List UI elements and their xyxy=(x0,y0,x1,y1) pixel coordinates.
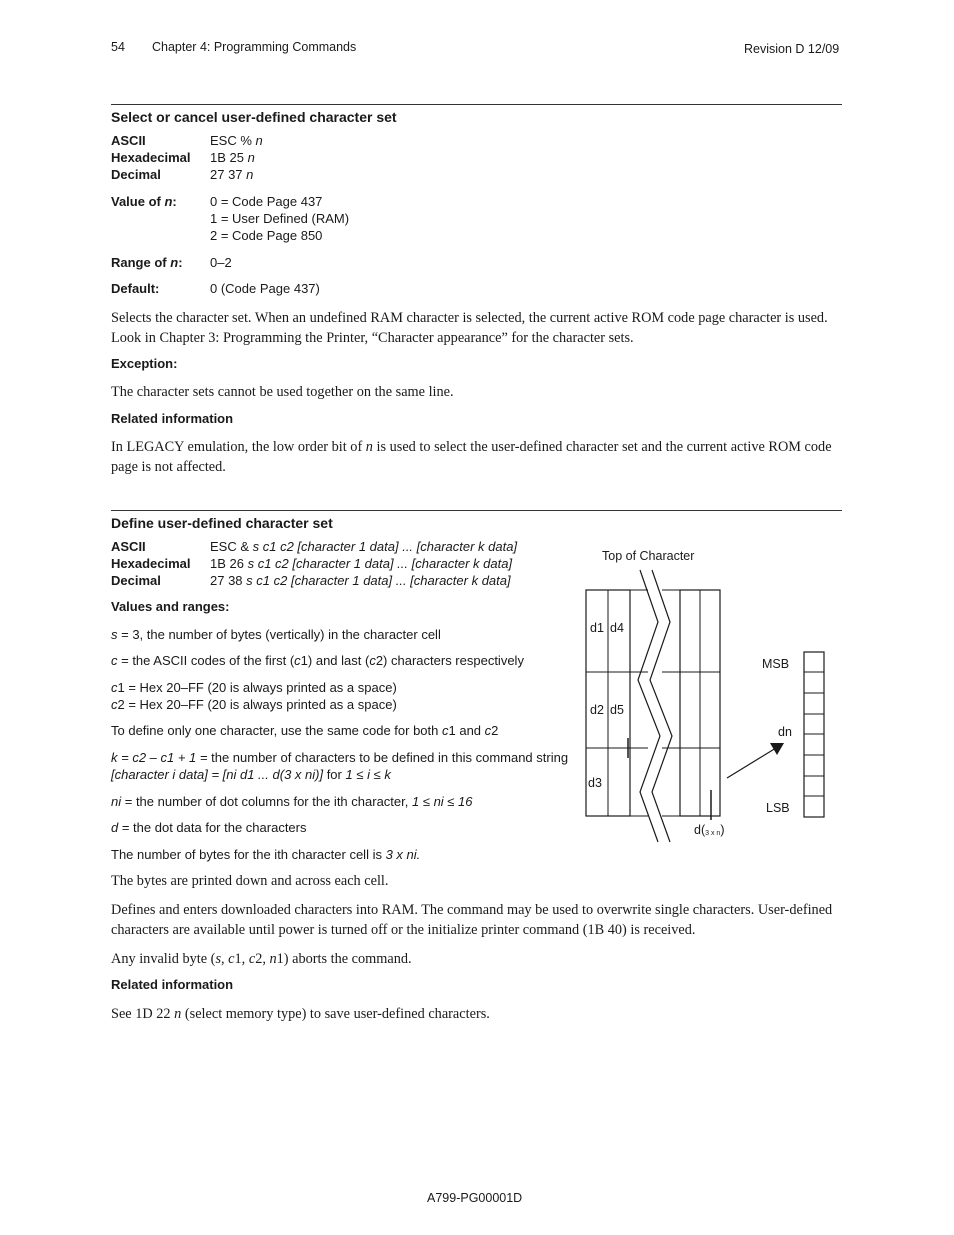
lsb-label: LSB xyxy=(766,801,790,815)
ascii-label: ASCII xyxy=(111,539,146,554)
c1-definition: c1 = Hex 20–FF (20 is always printed as a space) xyxy=(111,680,397,695)
value-item: 0 = Code Page 437 xyxy=(210,194,323,209)
arrow-head-icon xyxy=(770,743,784,755)
chapter-title: Chapter 4: Programming Commands xyxy=(152,40,357,54)
character-cell-diagram xyxy=(580,540,840,845)
related-info-text: In LEGACY emulation, the low order bit of n is used to select the user-defined character set and the current active ROM code page is not affected. xyxy=(111,439,832,475)
decimal-value: 27 37 n xyxy=(210,167,254,182)
value-of-n-label: Value of n: xyxy=(111,194,177,209)
one-character-note: To define only one character, use the same code for both c1 and c2 xyxy=(111,723,499,738)
range-label: Range of n: xyxy=(111,255,183,270)
value-item: 2 = Code Page 850 xyxy=(210,228,323,243)
related-info-label: Related information xyxy=(111,977,234,992)
arrow-line xyxy=(727,748,776,778)
cell-label-d5: d5 xyxy=(610,703,624,717)
description-paragraph: Selects the character set. When an undefined RAM character is selected, the current active ROM code page character is used. Look in Chapter 3: Programming the Printer, “Character appearance” for the character sets. xyxy=(111,310,828,346)
section-divider xyxy=(111,104,842,105)
values-ranges-label: Values and ranges: xyxy=(111,599,230,614)
exception-text: The character sets cannot be used together on the same line. xyxy=(111,384,454,400)
c-definition: c = the ASCII codes of the first (c1) and last (c2) characters respectively xyxy=(111,653,524,668)
decimal-label: Decimal xyxy=(111,573,161,588)
value-item: 1 = User Defined (RAM) xyxy=(210,211,350,226)
byte-column xyxy=(804,652,824,817)
revision-label: Revision D 12/09 xyxy=(744,42,840,56)
exception-label: Exception: xyxy=(111,356,178,371)
related-info-text: See 1D 22 n (select memory type) to save user-defined characters. xyxy=(111,1006,490,1022)
ascii-value: ESC % n xyxy=(210,133,263,148)
printed-note: The bytes are printed down and across each cell. xyxy=(111,873,389,889)
decimal-value: 27 38 s c1 c2 [character 1 data] ... [character k data] xyxy=(210,573,511,588)
section-title: Define user-defined character set xyxy=(111,515,333,531)
default-value: 0 (Code Page 437) xyxy=(210,281,320,296)
page-number: 54 xyxy=(111,40,125,54)
break-line xyxy=(638,570,660,842)
cell-label-d3: d3 xyxy=(588,776,602,790)
msb-label: MSB xyxy=(762,657,790,671)
break-line xyxy=(650,570,672,842)
section-title: Select or cancel user-defined character set xyxy=(111,109,397,125)
cell-label-d1: d1 xyxy=(590,621,604,635)
s-definition: s = 3, the number of bytes (vertically) in the character cell xyxy=(111,627,441,642)
range-value: 0–2 xyxy=(210,255,232,270)
default-label: Default: xyxy=(111,281,160,296)
hex-label: Hexadecimal xyxy=(111,556,191,571)
section-divider xyxy=(111,510,842,511)
character-data-definition: [character i data] = [ni d1 ... d(3 x ni)] for 1 ≤ i ≤ k xyxy=(111,767,391,782)
top-of-character-label: Top of Character xyxy=(602,549,695,563)
c2-definition: c2 = Hex 20–FF (20 is always printed as a space) xyxy=(111,697,397,712)
k-definition: k = c2 – c1 + 1 = the number of characters to be defined in this command string xyxy=(111,750,569,765)
cell-label-d2: d2 xyxy=(590,703,604,717)
d-last-label: d(3 x n) xyxy=(694,823,725,837)
related-info-label: Related information xyxy=(111,411,234,426)
hex-value: 1B 26 s c1 c2 [character 1 data] ... [character k data] xyxy=(210,556,513,571)
defines-paragraph: Defines and enters downloaded characters into RAM. The command may be used to overwrite single characters. User-defined characters are available until power is turned off or the initialize printer command (1B 40) is received. xyxy=(111,902,833,938)
dn-label: dn xyxy=(778,725,792,739)
bytes-count-note: The number of bytes for the ith character cell is 3 x ni. xyxy=(111,847,421,862)
cell-label-d4: d4 xyxy=(610,621,624,635)
invalid-byte-note: Any invalid byte (s, c1, c2, n1) aborts the command. xyxy=(111,951,412,967)
ni-definition: ni = the number of dot columns for the ith character, 1 ≤ ni ≤ 16 xyxy=(111,794,473,809)
ascii-label: ASCII xyxy=(111,133,146,148)
d-definition: d = the dot data for the characters xyxy=(111,820,307,835)
hex-value: 1B 25 n xyxy=(210,150,255,165)
decimal-label: Decimal xyxy=(111,167,161,182)
ascii-value: ESC & s c1 c2 [character 1 data] ... [character k data] xyxy=(210,539,518,554)
document-id: A799-PG00001D xyxy=(427,1191,523,1205)
hex-label: Hexadecimal xyxy=(111,150,191,165)
